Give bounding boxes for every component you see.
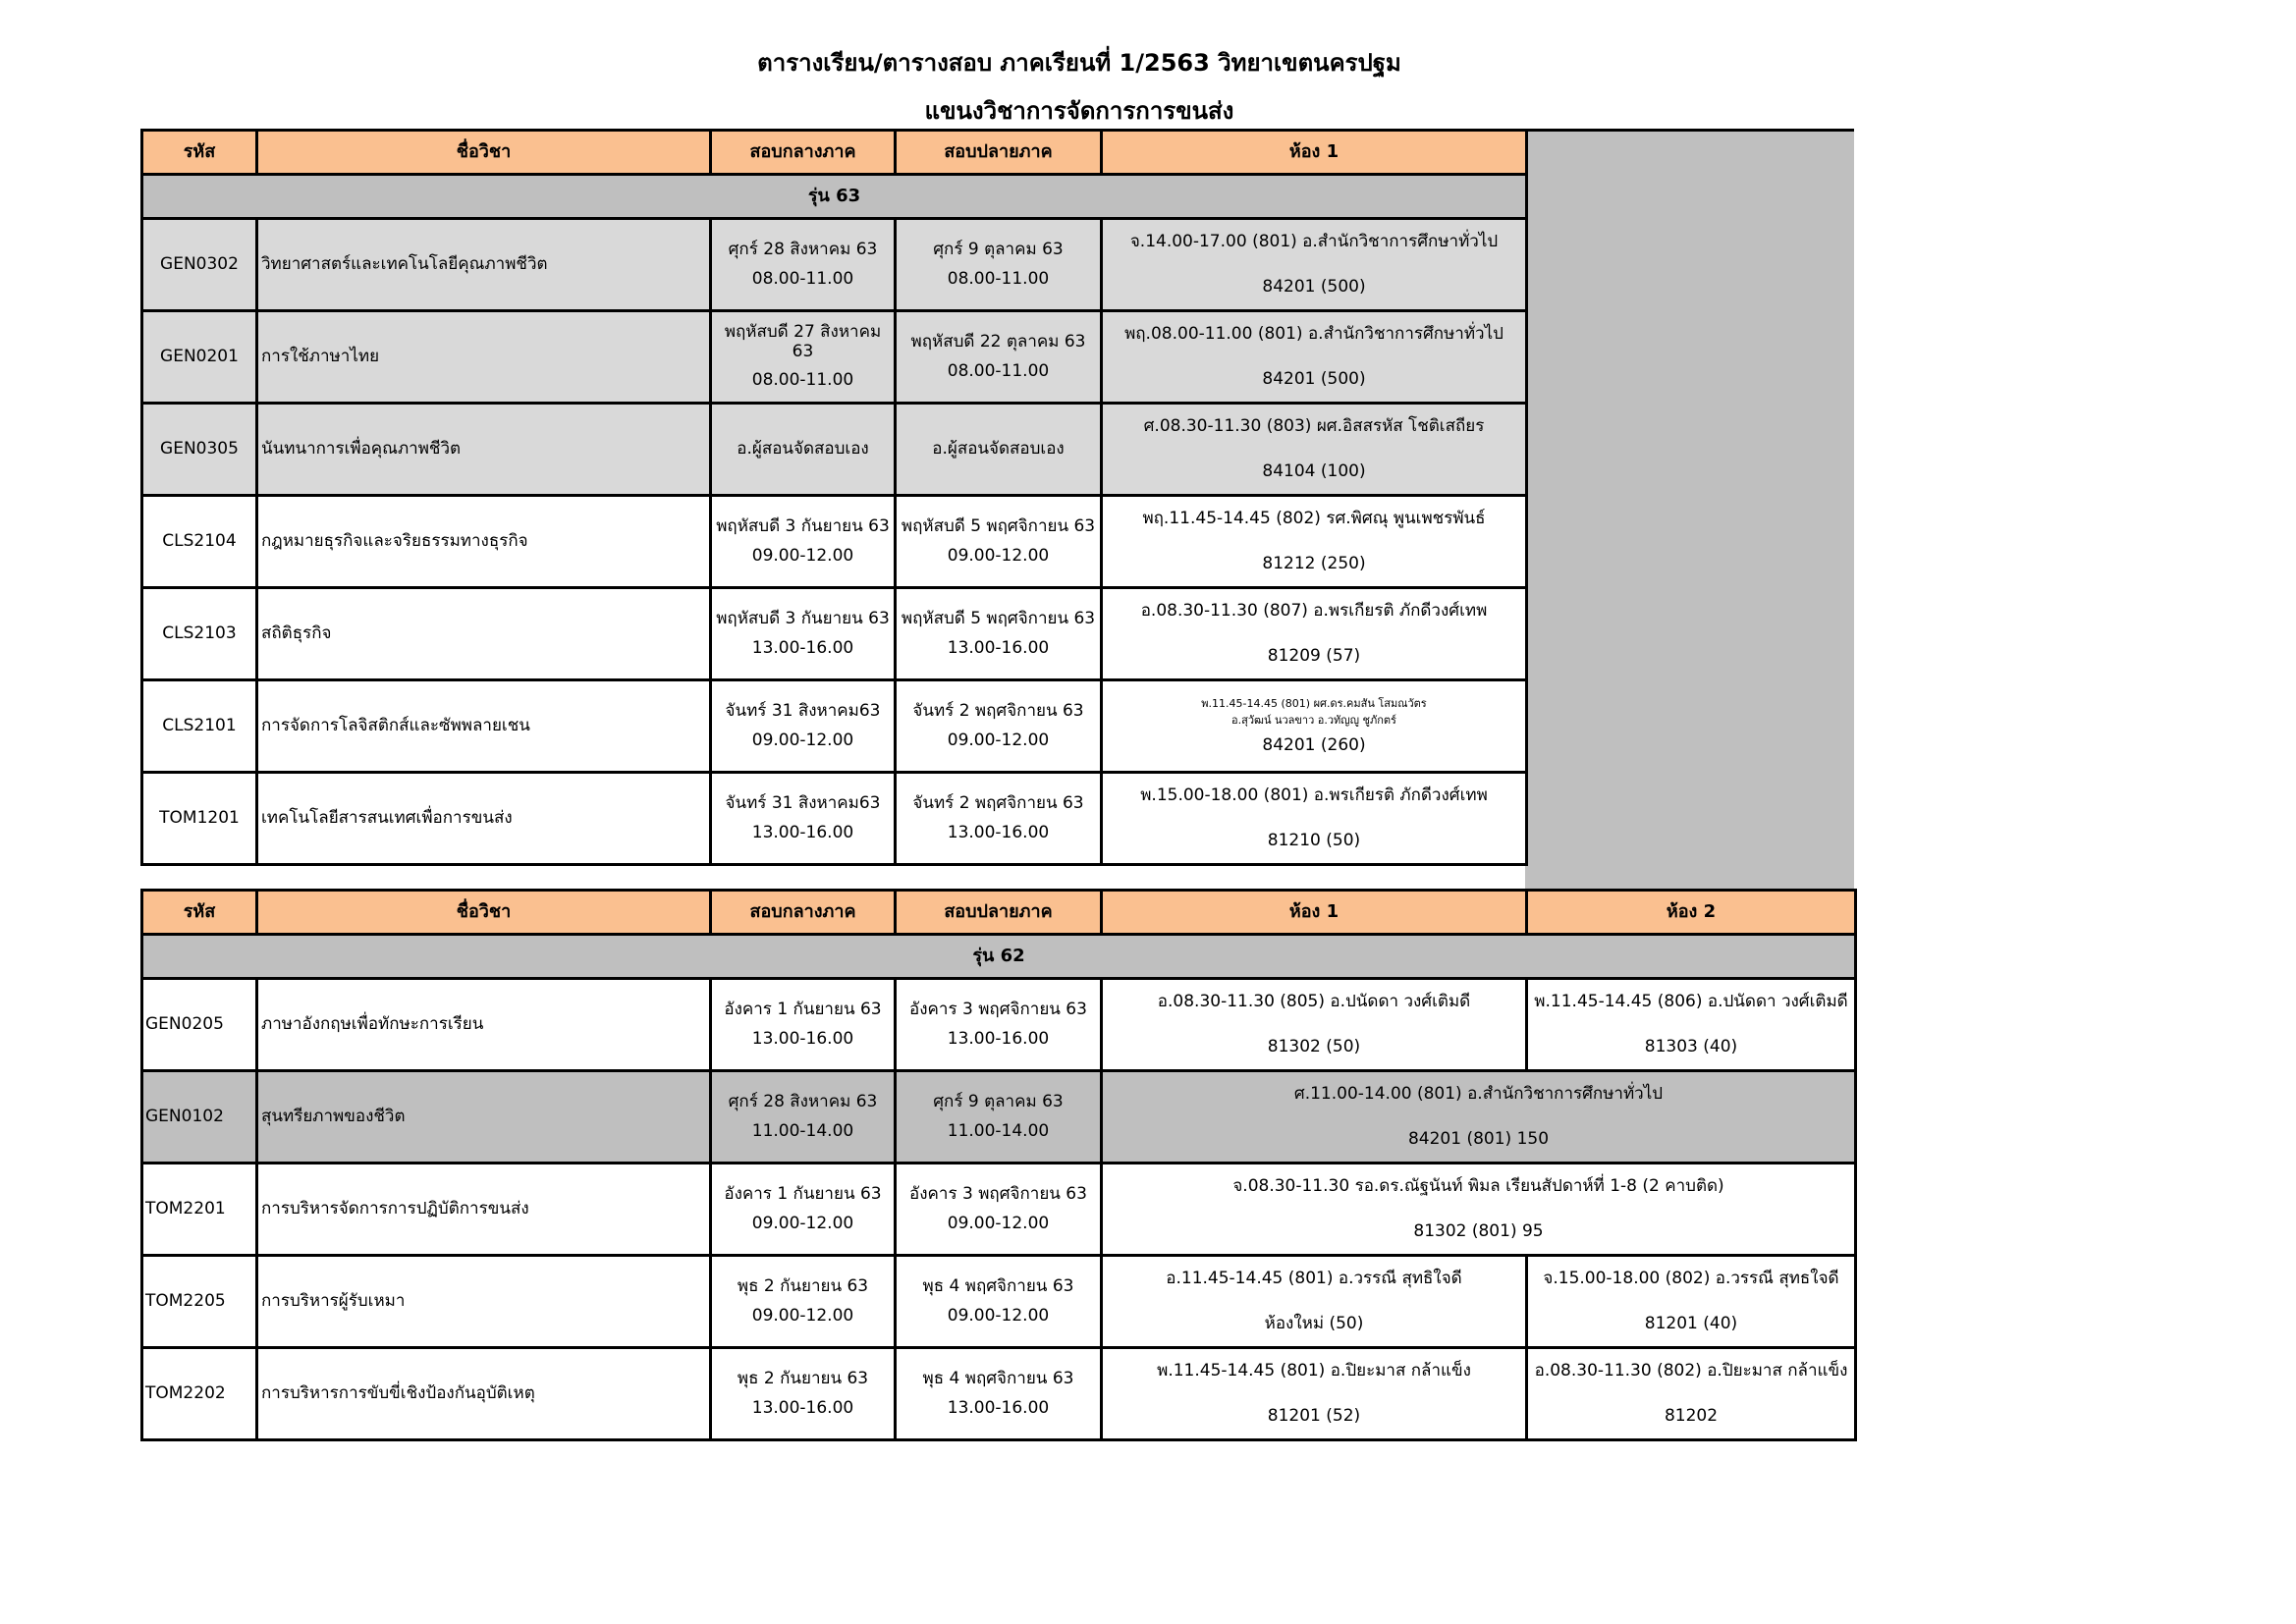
header-final: สอบปลายภาค [896, 131, 1102, 175]
final-time: 13.00-16.00 [947, 822, 1050, 842]
header-midterm: สอบกลางภาค [711, 891, 896, 935]
room2-schedule: อ.08.30-11.30 (802) อ.ปิยะมาส กล้าแข็ง [1534, 1360, 1848, 1380]
final-cell [896, 1164, 1102, 1256]
room1-schedule: อ.11.45-14.45 (801) อ.วรรณี สุทธิใจดี [1166, 1268, 1462, 1288]
midterm-time: 13.00-16.00 [751, 637, 854, 658]
final-date: พฤหัสบดี 5 พฤศจิกายน 63 [901, 608, 1096, 628]
header-code: รหัส [142, 131, 257, 175]
midterm-date: พฤหัสบดี 27 สิงหาคม 63 [724, 322, 882, 361]
final-cell [896, 979, 1102, 1071]
midterm-cell [711, 979, 896, 1071]
room1-cell [1102, 219, 1527, 311]
course-name: นันทนาการเพื่อคุณภาพชีวิต [257, 404, 711, 496]
table-row [142, 496, 1527, 588]
final-date: พฤหัสบดี 22 ตุลาคม 63 [910, 331, 1086, 352]
final-date: พฤหัสบดี 5 พฤศจิกายน 63 [901, 515, 1096, 536]
final-time: 11.00-14.00 [947, 1120, 1050, 1141]
course-code: TOM1201 [142, 773, 257, 865]
midterm-cell [711, 680, 896, 773]
table-row [142, 1164, 1856, 1256]
course-code: CLS2103 [142, 588, 257, 680]
room1-schedule: จ.14.00-17.00 (801) อ.สำนักวิชาการศึกษาทั่วไป [1129, 231, 1499, 251]
room1-cell [1102, 404, 1527, 496]
room1-location: 81209 (57) [1267, 645, 1361, 666]
midterm-time: 09.00-12.00 [751, 1305, 854, 1326]
midterm-cell [711, 1348, 896, 1440]
room1-schedule: พ.11.45-14.45 (801) อ.ปิยะมาส กล้าแข็ง [1157, 1360, 1471, 1380]
course-name: เทคโนโลยีสารสนเทศเพื่อการขนส่ง [257, 773, 711, 865]
room1-location: ห้องใหม่ (50) [1264, 1313, 1364, 1333]
final-time: 09.00-12.00 [947, 1213, 1050, 1233]
header-name: ชื่อวิชา [257, 131, 711, 175]
room1-schedule: อ.08.30-11.30 (807) อ.พรเกียรติ ภักดีวงศ์เทพ [1140, 600, 1488, 621]
final-time: 08.00-11.00 [947, 268, 1050, 289]
course-name: การบริหารจัดการการปฏิบัติการขนส่ง [257, 1164, 711, 1256]
course-code: TOM2205 [142, 1256, 257, 1348]
midterm-date: จันทร์ 31 สิงหาคม63 [725, 792, 881, 813]
table-row [142, 219, 1527, 311]
room-location: 84201 (801) 150 [1407, 1128, 1550, 1149]
empty-room2-area [1525, 129, 1854, 891]
final-time: 13.00-16.00 [947, 1397, 1050, 1418]
room2-cell [1527, 979, 1856, 1071]
midterm-cell [711, 1071, 896, 1164]
final-time: 09.00-12.00 [947, 730, 1050, 750]
final-cell [896, 680, 1102, 773]
course-name: กฎหมายธุรกิจและจริยธรรมทางธุรกิจ [257, 496, 711, 588]
table-row [142, 588, 1527, 680]
course-name: ภาษาอังกฤษเพื่อทักษะการเรียน [257, 979, 711, 1071]
midterm-time: 08.00-11.00 [751, 370, 854, 391]
final-date: อังคาร 3 พฤศจิกายน 63 [909, 999, 1087, 1019]
room1-location: 84104 (100) [1262, 460, 1366, 481]
midterm-time: 08.00-11.00 [751, 268, 854, 289]
final-date: พุธ 4 พฤศจิกายน 63 [922, 1368, 1074, 1388]
room1-location: 84201 (500) [1262, 368, 1366, 389]
group-row [142, 175, 1527, 219]
room2-location: 81303 (40) [1644, 1036, 1738, 1056]
group-label: รุ่น 62 [142, 935, 1856, 979]
final-cell [896, 1071, 1102, 1164]
midterm-time: 13.00-16.00 [751, 1028, 854, 1049]
room1-location: 84201 (500) [1262, 276, 1366, 297]
midterm-date: พฤหัสบดี 3 กันยายน 63 [716, 515, 890, 536]
table-row [142, 979, 1856, 1071]
room1-cell [1102, 588, 1527, 680]
group-label: รุ่น 63 [142, 175, 1527, 219]
document-subtitle: แขนงวิชาการจัดการการขนส่ง [924, 97, 1234, 125]
final-date: ศุกร์ 9 ตุลาคม 63 [933, 1091, 1064, 1111]
room-schedule: จ.08.30-11.30 รอ.ดร.ณัฐนันท์ พิมล เรียนสัปดาห์ที่ 1-8 (2 คาบติด) [1232, 1175, 1724, 1196]
final-cell [896, 496, 1102, 588]
room1-schedule: พ.11.45-14.45 (801) ผศ.ดร.คมสัน โสมณวัตร [1201, 697, 1427, 711]
room-location: 81302 (801) 95 [1413, 1220, 1544, 1241]
header-row [142, 131, 1527, 175]
midterm-date: พฤหัสบดี 3 กันยายน 63 [716, 608, 890, 628]
course-code: CLS2104 [142, 496, 257, 588]
midterm-time: 09.00-12.00 [751, 730, 854, 750]
midterm-date: อังคาร 1 กันยายน 63 [724, 999, 882, 1019]
schedule-table-62 [140, 889, 1857, 1441]
group-row [142, 935, 1856, 979]
midterm-time: 09.00-12.00 [751, 545, 854, 566]
header-room1: ห้อง 1 [1102, 891, 1527, 935]
header-final: สอบปลายภาค [896, 891, 1102, 935]
final-date: พุธ 4 พฤศจิกายน 63 [922, 1275, 1074, 1296]
header-name: ชื่อวิชา [257, 891, 711, 935]
table-row [142, 680, 1527, 773]
midterm-date: ศุกร์ 28 สิงหาคม 63 [728, 239, 878, 259]
room2-cell [1527, 1256, 1856, 1348]
merged-room-cell [1102, 1164, 1856, 1256]
midterm-cell [711, 219, 896, 311]
course-name: การบริหารการขับขี่เชิงป้องกันอุบัติเหตุ [257, 1348, 711, 1440]
midterm-time: 13.00-16.00 [751, 1397, 854, 1418]
midterm-date: อังคาร 1 กันยายน 63 [724, 1183, 882, 1204]
table-row [142, 1071, 1856, 1164]
room1-cell [1102, 979, 1527, 1071]
midterm-time: 13.00-16.00 [751, 822, 854, 842]
table-row [142, 1348, 1856, 1440]
room2-location: 81201 (40) [1644, 1313, 1738, 1333]
final-cell [896, 311, 1102, 404]
final-cell [896, 1348, 1102, 1440]
room1-location: 81201 (52) [1267, 1405, 1361, 1426]
document-title: ตารางเรียน/ตารางสอบ ภาคเรียนที่ 1/2563 วิทยาเขตนครปฐม [757, 49, 1401, 77]
course-code: TOM2202 [142, 1348, 257, 1440]
midterm-date: ศุกร์ 28 สิงหาคม 63 [728, 1091, 878, 1111]
final-date: จันทร์ 2 พฤศจิกายน 63 [912, 792, 1084, 813]
merged-room-cell [1102, 1071, 1856, 1164]
final-cell: อ.ผู้สอนจัดสอบเอง [896, 404, 1102, 496]
midterm-date: จันทร์ 31 สิงหาคม63 [725, 700, 881, 721]
room1-location: 81212 (250) [1262, 553, 1366, 573]
midterm-cell: อ.ผู้สอนจัดสอบเอง [711, 404, 896, 496]
room1-cell [1102, 1256, 1527, 1348]
room2-cell [1527, 1348, 1856, 1440]
midterm-date: พุธ 2 กันยายน 63 [737, 1275, 869, 1296]
final-cell [896, 1256, 1102, 1348]
room1-location: 81302 (50) [1267, 1036, 1361, 1056]
final-cell [896, 773, 1102, 865]
room1-cell [1102, 680, 1527, 773]
room1-location: 81210 (50) [1267, 830, 1361, 850]
room1-schedule: พ.15.00-18.00 (801) อ.พรเกียรติ ภักดีวงศ์เทพ [1140, 785, 1488, 805]
final-time: 08.00-11.00 [947, 360, 1050, 381]
final-time: 13.00-16.00 [947, 637, 1050, 658]
header-row [142, 891, 1856, 935]
midterm-cell [711, 1164, 896, 1256]
course-code: CLS2101 [142, 680, 257, 773]
room1-schedule: พฤ.08.00-11.00 (801) อ.สำนักวิชาการศึกษาทั่วไป [1124, 323, 1503, 344]
course-name: วิทยาศาสตร์และเทคโนโลยีคุณภาพชีวิต [257, 219, 711, 311]
final-date: ศุกร์ 9 ตุลาคม 63 [933, 239, 1064, 259]
room2-schedule: พ.11.45-14.45 (806) อ.ปนัดดา วงศ์เติมดี [1534, 991, 1848, 1011]
room2-schedule: จ.15.00-18.00 (802) อ.วรรณี สุทธใจดี [1543, 1268, 1839, 1288]
final-cell [896, 588, 1102, 680]
table-row [142, 404, 1527, 496]
final-date: จันทร์ 2 พฤศจิกายน 63 [912, 700, 1084, 721]
room1-schedule: ศ.08.30-11.30 (803) ผศ.อิสสรหัส โชติเสถียร [1143, 415, 1485, 436]
table-row [142, 311, 1527, 404]
midterm-time: 11.00-14.00 [751, 1120, 854, 1141]
header-room2: ห้อง 2 [1527, 891, 1856, 935]
course-code: GEN0201 [142, 311, 257, 404]
table-row [142, 1256, 1856, 1348]
header-midterm: สอบกลางภาค [711, 131, 896, 175]
final-cell [896, 219, 1102, 311]
room-schedule: ศ.11.00-14.00 (801) อ.สำนักวิชาการศึกษาทั่วไป [1293, 1083, 1664, 1104]
midterm-time: 09.00-12.00 [751, 1213, 854, 1233]
final-time: 13.00-16.00 [947, 1028, 1050, 1049]
room1-schedule: พฤ.11.45-14.45 (802) รศ.พิศณุ พูนเพชรพันธ์ [1142, 508, 1486, 528]
course-name: สุนทรียภาพของชีวิต [257, 1071, 711, 1164]
room1-cell [1102, 1348, 1527, 1440]
header-code: รหัส [142, 891, 257, 935]
course-name: สถิติธุรกิจ [257, 588, 711, 680]
course-code: GEN0205 [142, 979, 257, 1071]
midterm-cell [711, 496, 896, 588]
final-time: 09.00-12.00 [947, 545, 1050, 566]
room1-cell [1102, 773, 1527, 865]
midterm-cell [711, 773, 896, 865]
room2-location: 81202 [1664, 1405, 1719, 1426]
room1-cell [1102, 496, 1527, 588]
final-time: 09.00-12.00 [947, 1305, 1050, 1326]
course-name: การจัดการโลจิสติกส์และซัพพลายเชน [257, 680, 711, 773]
course-code: GEN0302 [142, 219, 257, 311]
midterm-date: พุธ 2 กันยายน 63 [737, 1368, 869, 1388]
final-date: อังคาร 3 พฤศจิกายน 63 [909, 1183, 1087, 1204]
midterm-cell [711, 588, 896, 680]
room1-schedule: อ.08.30-11.30 (805) อ.ปนัดดา วงศ์เติมดี [1157, 991, 1471, 1011]
header-room1: ห้อง 1 [1102, 131, 1527, 175]
course-name: การบริหารผู้รับเหมา [257, 1256, 711, 1348]
course-code: GEN0305 [142, 404, 257, 496]
course-name: การใช้ภาษาไทย [257, 311, 711, 404]
room1-cell [1102, 311, 1527, 404]
table-row [142, 773, 1527, 865]
midterm-cell [711, 311, 896, 404]
room1-instructors: อ.สุวัฒน์ นวลขาว อ.วทัญญู ชูภักตร์ [1231, 713, 1396, 727]
course-code: GEN0102 [142, 1071, 257, 1164]
schedule-table-63 [140, 129, 1528, 866]
midterm-cell [711, 1256, 896, 1348]
course-code: TOM2201 [142, 1164, 257, 1256]
room1-location: 84201 (260) [1262, 735, 1366, 756]
